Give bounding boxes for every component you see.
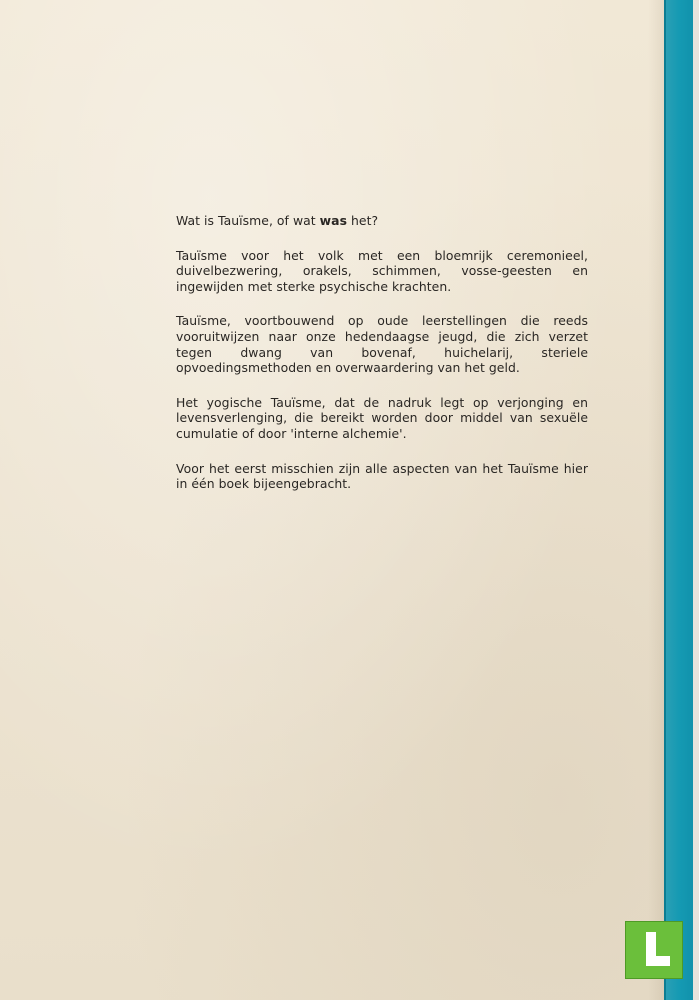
paragraph-1: Tauïsme voor het volk met een bloemrijk ceremonieel, duivelbezwering, orakels, schimmen, vosse-geesten en ingewijden met sterke psychische krachten. (176, 247, 588, 294)
page-edge (693, 0, 699, 1000)
intro-bold-word: was (319, 213, 348, 228)
blurb-text (176, 213, 588, 511)
intro-end: het? (347, 213, 379, 228)
intro-start: Wat is Tauïsme, of wat (176, 213, 320, 228)
paragraph-4: Voor het eerst misschien zijn alle aspecten van het Tauïsme hier in één boek bijeengebracht. (176, 460, 588, 492)
paragraph-2: Tauïsme, voortbouwend op oude leerstellingen die reeds vooruitwijzen naar onze hedendaagse jeugd, die zich verzet tegen dwang van bovenaf, huichelarij, steriele opvoedingsmethoden en overwaardering van het geld. (176, 313, 588, 376)
paragraph-3: Het yogische Tauïsme, dat de nadruk legt op verjonging en levensverlenging, die bereikt worden door middel van sexuële cumulatie of door 'interne alchemie'. (176, 394, 588, 441)
library-logo-icon (625, 921, 683, 979)
intro-question (176, 213, 588, 229)
logo-horizontal-bar (646, 956, 670, 966)
